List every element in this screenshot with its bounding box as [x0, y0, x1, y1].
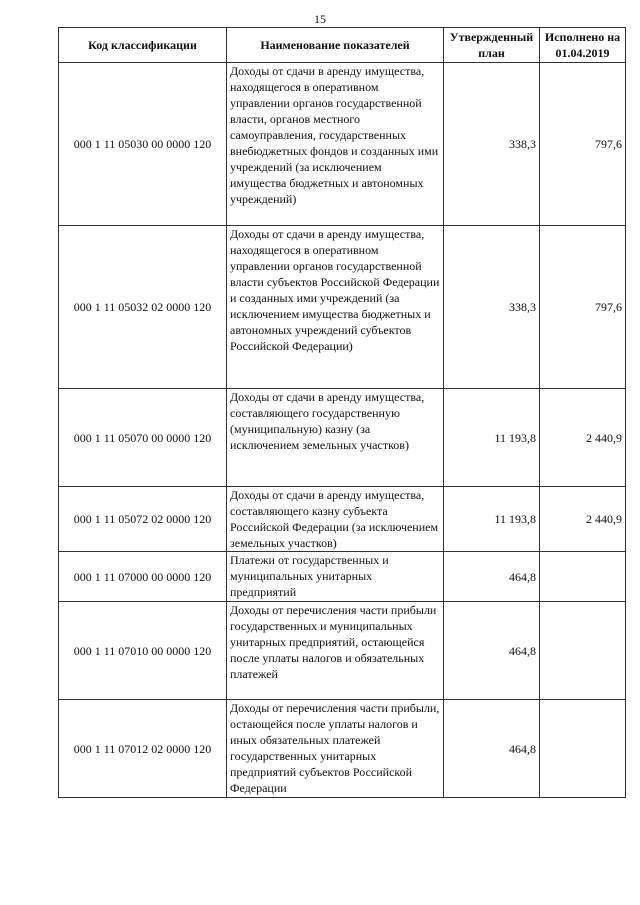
header-code: Код классификации: [59, 28, 227, 63]
header-plan: Утвержденный план: [444, 28, 540, 63]
row-code: 000 1 11 07010 00 0000 120: [59, 602, 227, 700]
row-name: Доходы от перечисления части прибыли, остающейся после уплаты налогов и иных обязательных платежей государственных унитарных предприятий субъектов Российской Федерации: [227, 700, 444, 798]
table-header-row: [59, 28, 626, 63]
row-name: Доходы от перечисления части прибыли государственных и муниципальных унитарных предприятий, остающейся после уплаты налогов и обязательных платежей: [227, 602, 444, 700]
row-executed: [540, 602, 626, 700]
row-code: 000 1 11 05030 00 0000 120: [59, 63, 227, 226]
table-row: [59, 602, 626, 700]
row-plan: 338,3: [444, 63, 540, 226]
row-code: 000 1 11 05070 00 0000 120: [59, 389, 227, 487]
table-row: [59, 226, 626, 389]
row-name: Доходы от сдачи в аренду имущества, находящегося в оперативном управлении органов государственной власти, органов местного самоуправления, государственных внебюджетных фондов и созданных ими учреждений (за исключением имущества бюджетных и автономных учреждений): [227, 63, 444, 226]
row-executed: 797,6: [540, 226, 626, 389]
row-plan: 11 193,8: [444, 487, 540, 552]
row-executed: [540, 700, 626, 798]
row-plan: 464,8: [444, 552, 540, 602]
header-name: Наименование показателей: [227, 28, 444, 63]
row-name: Платежи от государственных и муниципальных унитарных предприятий: [227, 552, 444, 602]
row-name: Доходы от сдачи в аренду имущества, составляющего государственную (муниципальную) казну (за исключением земельных участков): [227, 389, 444, 487]
row-plan: 11 193,8: [444, 389, 540, 487]
table-row: [59, 487, 626, 552]
table-row: [59, 63, 626, 226]
row-code: 000 1 11 05072 02 0000 120: [59, 487, 227, 552]
header-executed: Исполнено на 01.04.2019: [540, 28, 626, 63]
row-code: 000 1 11 07000 00 0000 120: [59, 552, 227, 602]
row-executed: 2 440,9: [540, 389, 626, 487]
row-plan: 464,8: [444, 602, 540, 700]
table-row: [59, 389, 626, 487]
row-code: 000 1 11 07012 02 0000 120: [59, 700, 227, 798]
row-executed: [540, 552, 626, 602]
row-name: Доходы от сдачи в аренду имущества, находящегося в оперативном управлении органов государственной власти субъектов Российской Федерации и созданных ими учреждений (за исключением имущества бюджетных и автономных учреждений субъектов Российской Федерации): [227, 226, 444, 389]
row-code: 000 1 11 05032 02 0000 120: [59, 226, 227, 389]
page-number: 15: [314, 12, 326, 26]
table-row: [59, 700, 626, 798]
row-executed: 2 440,9: [540, 487, 626, 552]
budget-table: [58, 27, 626, 798]
row-executed: 797,6: [540, 63, 626, 226]
row-plan: 464,8: [444, 700, 540, 798]
row-plan: 338,3: [444, 226, 540, 389]
row-name: Доходы от сдачи в аренду имущества, составляющего казну субъекта Российской Федерации (за исключением земельных участков): [227, 487, 444, 552]
table-row: [59, 552, 626, 602]
